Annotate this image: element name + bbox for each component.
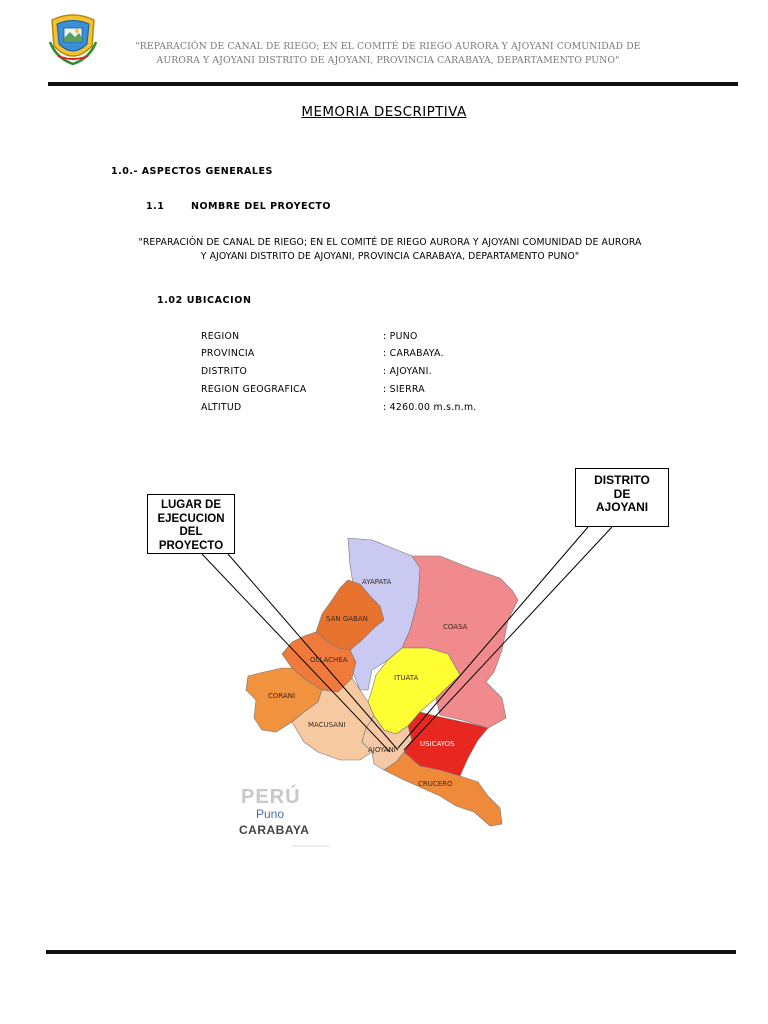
district-label-macusani: MACUSANI <box>308 721 346 729</box>
district-label-ollachea: OLLACHEA <box>310 656 348 664</box>
map-caption-province: CARABAYA <box>239 823 310 837</box>
page-title: MEMORIA DESCRIPTIVA <box>301 104 467 120</box>
callout-line: DE <box>613 486 631 501</box>
section-heading-general: 1.0.- ASPECTOS GENERALES <box>111 166 273 177</box>
callout-project-site <box>147 494 235 554</box>
location-key: REGION <box>201 331 240 342</box>
map-caption-country: PERÚ <box>241 786 301 808</box>
project-name-line-1: "REPARACIÒN DE CANAL DE RIEGO; EN EL COMITÉ DE RIEGO AURORA Y AJOYANI COMUNIDAD DE AURORA <box>138 237 642 248</box>
callout-line: EJECUCION <box>157 512 225 525</box>
district-label-corani: CORANI <box>268 692 296 700</box>
location-value: : AJOYANI. <box>383 366 432 377</box>
district-label-usicayos: USICAYOS <box>420 740 455 748</box>
location-value: : PUNO <box>383 331 418 342</box>
location-key: DISTRITO <box>201 366 248 377</box>
header-line-1: "REPARACIÓN DE CANAL DE RIEGO; EN EL COMITÉ DE RIEGO AURORA Y AJOYANI COMUNIDAD DE <box>135 41 641 52</box>
location-value: : 4260.00 m.s.n.m. <box>383 402 477 413</box>
section-number-project-name: 1.1 <box>146 201 165 212</box>
callout-line: PROYECTO <box>158 539 224 552</box>
location-value: : SIERRA <box>383 384 425 395</box>
district-label-coasa: COASA <box>443 623 468 631</box>
callout-district <box>575 468 669 527</box>
location-key: PROVINCIA <box>201 348 255 359</box>
callout-line: LUGAR DE <box>160 499 222 511</box>
district-label-ayapata: AYAPATA <box>362 578 392 586</box>
location-key: REGION GEOGRAFICA <box>201 384 307 395</box>
location-value: : CARABAYA. <box>383 348 444 359</box>
header-line-2: AURORA Y AJOYANI DISTRITO DE AJOYANI, PROVINCIA CARABAYA, DEPARTAMENTO PUNO" <box>156 55 620 66</box>
footer-divider <box>46 950 736 954</box>
callout-line: DEL <box>179 526 203 538</box>
location-key: ALTITUD <box>201 402 242 413</box>
map-caption-region: Puno <box>256 807 285 821</box>
project-name-line-2: Y AJOYANI DISTRITO DE AJOYANI, PROVINCIA CARABAYA, DEPARTAMENTO PUNO" <box>200 251 580 262</box>
district-label-crucero: CRUCERO <box>418 780 453 788</box>
callout-line: DISTRITO <box>594 473 650 487</box>
district-label-ituata: ITUATA <box>394 674 419 682</box>
district-label-san-gaban: SAN GABAN <box>326 615 368 623</box>
section-heading-project-name: NOMBRE DEL PROYECTO <box>191 201 331 212</box>
section-heading-location: 1.02 UBICACION <box>157 295 252 306</box>
callout-line: AJOYANI <box>595 500 649 514</box>
district-label-ajoyani: AJOYANI <box>368 746 396 754</box>
